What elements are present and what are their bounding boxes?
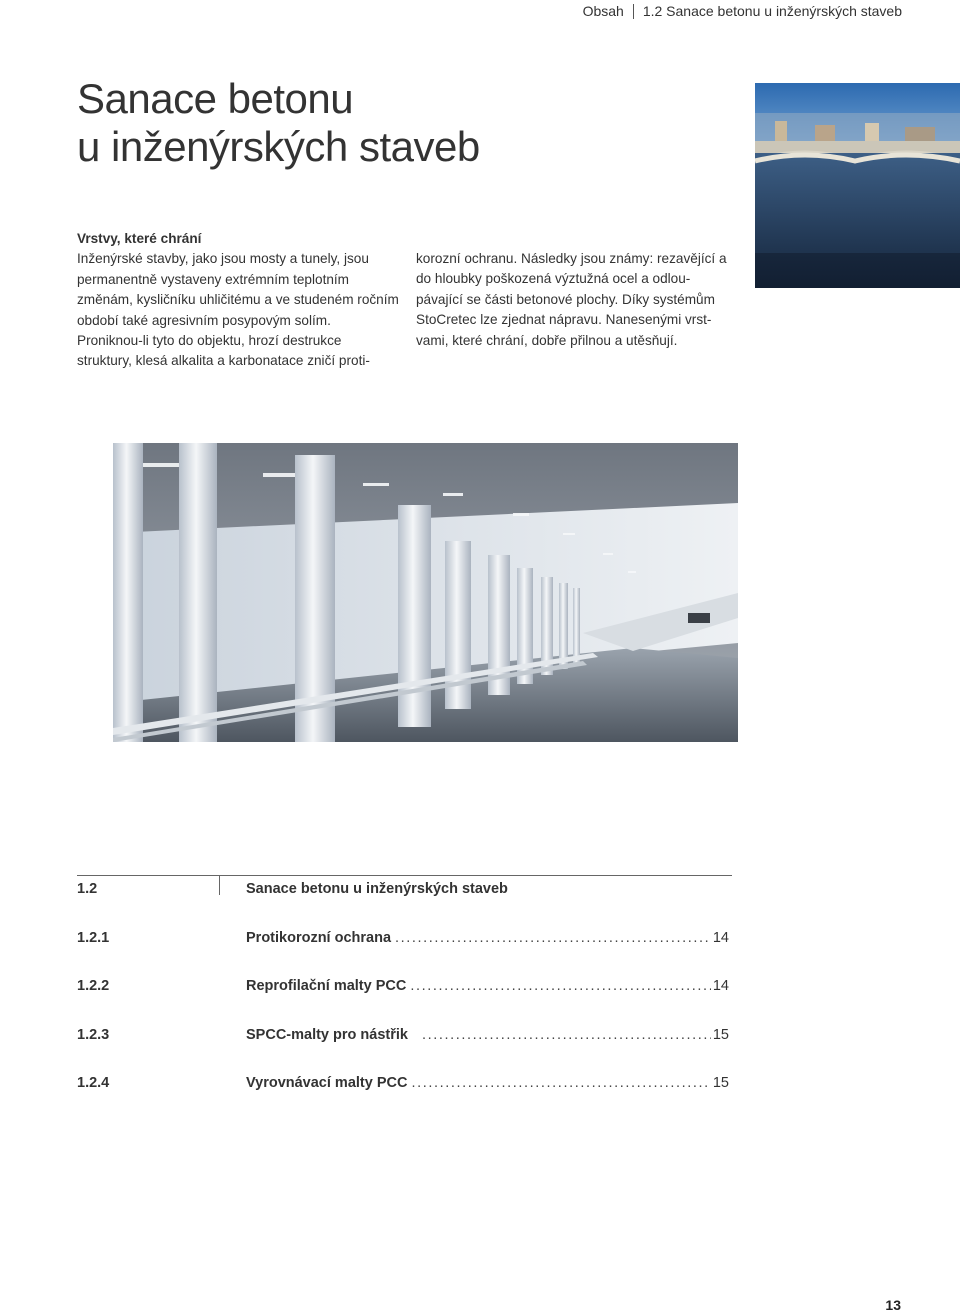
intro-text-1: Inženýrské stavby, jako jsou mosty a tunely, jsou permanentně vystaveny extrémním teplotním změnám, kysličníku uhličitému a ve studeném ročním období také agresivním posypovým solím. Proniknou-li tyto do objektu, hrozí destrukce struktury, klesá alkalita a karbonatace zničí proti-	[77, 251, 399, 369]
page-title	[77, 75, 480, 171]
toc-entry-title[interactable]: Protikorozní ochrana	[246, 930, 392, 946]
toc-entry-number: 1.2.3	[77, 1027, 110, 1043]
toc-section-number: 1.2	[77, 881, 98, 897]
toc-entry-number: 1.2.4	[77, 1075, 110, 1091]
running-header	[583, 0, 902, 22]
toc-entry-page[interactable]: 15	[712, 1027, 729, 1043]
toc-leader-dots	[395, 930, 711, 946]
page-number: 13	[885, 1297, 901, 1313]
toc-leader-dots	[422, 1027, 711, 1043]
toc-entry-number: 1.2.2	[77, 978, 110, 994]
intro-text-2: korozní ochranu. Následky jsou známy: rezavějící a do hloubky poškozená výztužná ocel a odlou-pávající se části betonové plochy. Díky systémům StoCretec lze zjednat nápravu. Nanesenými vrst-vami, které chrání, dobře přilnou a utěsňují.	[416, 251, 727, 348]
toc-link[interactable]: Obsah	[582, 3, 624, 19]
toc-entry-page[interactable]: 15	[712, 1075, 729, 1091]
bridge-photo	[755, 83, 960, 288]
header-divider	[633, 4, 634, 19]
toc-entry-title[interactable]: Reprofilační malty PCC	[246, 978, 407, 994]
toc-leader-dots	[410, 978, 711, 994]
intro-column-1	[77, 229, 399, 372]
toc-entry[interactable]	[77, 930, 729, 950]
tunnel-photo	[113, 443, 738, 742]
toc-entry-title[interactable]: SPCC-malty pro nástřik	[246, 1027, 408, 1043]
toc-entry-title[interactable]: Vyrovnávací malty PCC	[246, 1075, 408, 1091]
toc-entry[interactable]	[77, 978, 729, 998]
toc-rule-vertical	[219, 875, 220, 895]
page-title-line-2: u inženýrských staveb	[77, 123, 480, 170]
toc-entry-page[interactable]: 14	[712, 930, 729, 946]
header-section-title: 1.2 Sanace betonu u inženýrských staveb	[642, 3, 902, 19]
toc-entry[interactable]	[77, 1075, 729, 1095]
toc-leader-dots	[411, 1075, 710, 1091]
toc-section-heading	[77, 876, 732, 900]
intro-heading: Vrstvy, které chrání	[77, 231, 202, 246]
toc-rule	[77, 875, 732, 876]
toc-entry-page[interactable]: 14	[712, 978, 729, 994]
page-title-line-1: Sanace betonu	[77, 75, 354, 122]
toc-section-title: Sanace betonu u inženýrských staveb	[246, 881, 508, 897]
toc-entry[interactable]	[77, 1027, 729, 1047]
intro-column-2	[416, 249, 728, 351]
toc-entry-number: 1.2.1	[77, 930, 110, 946]
